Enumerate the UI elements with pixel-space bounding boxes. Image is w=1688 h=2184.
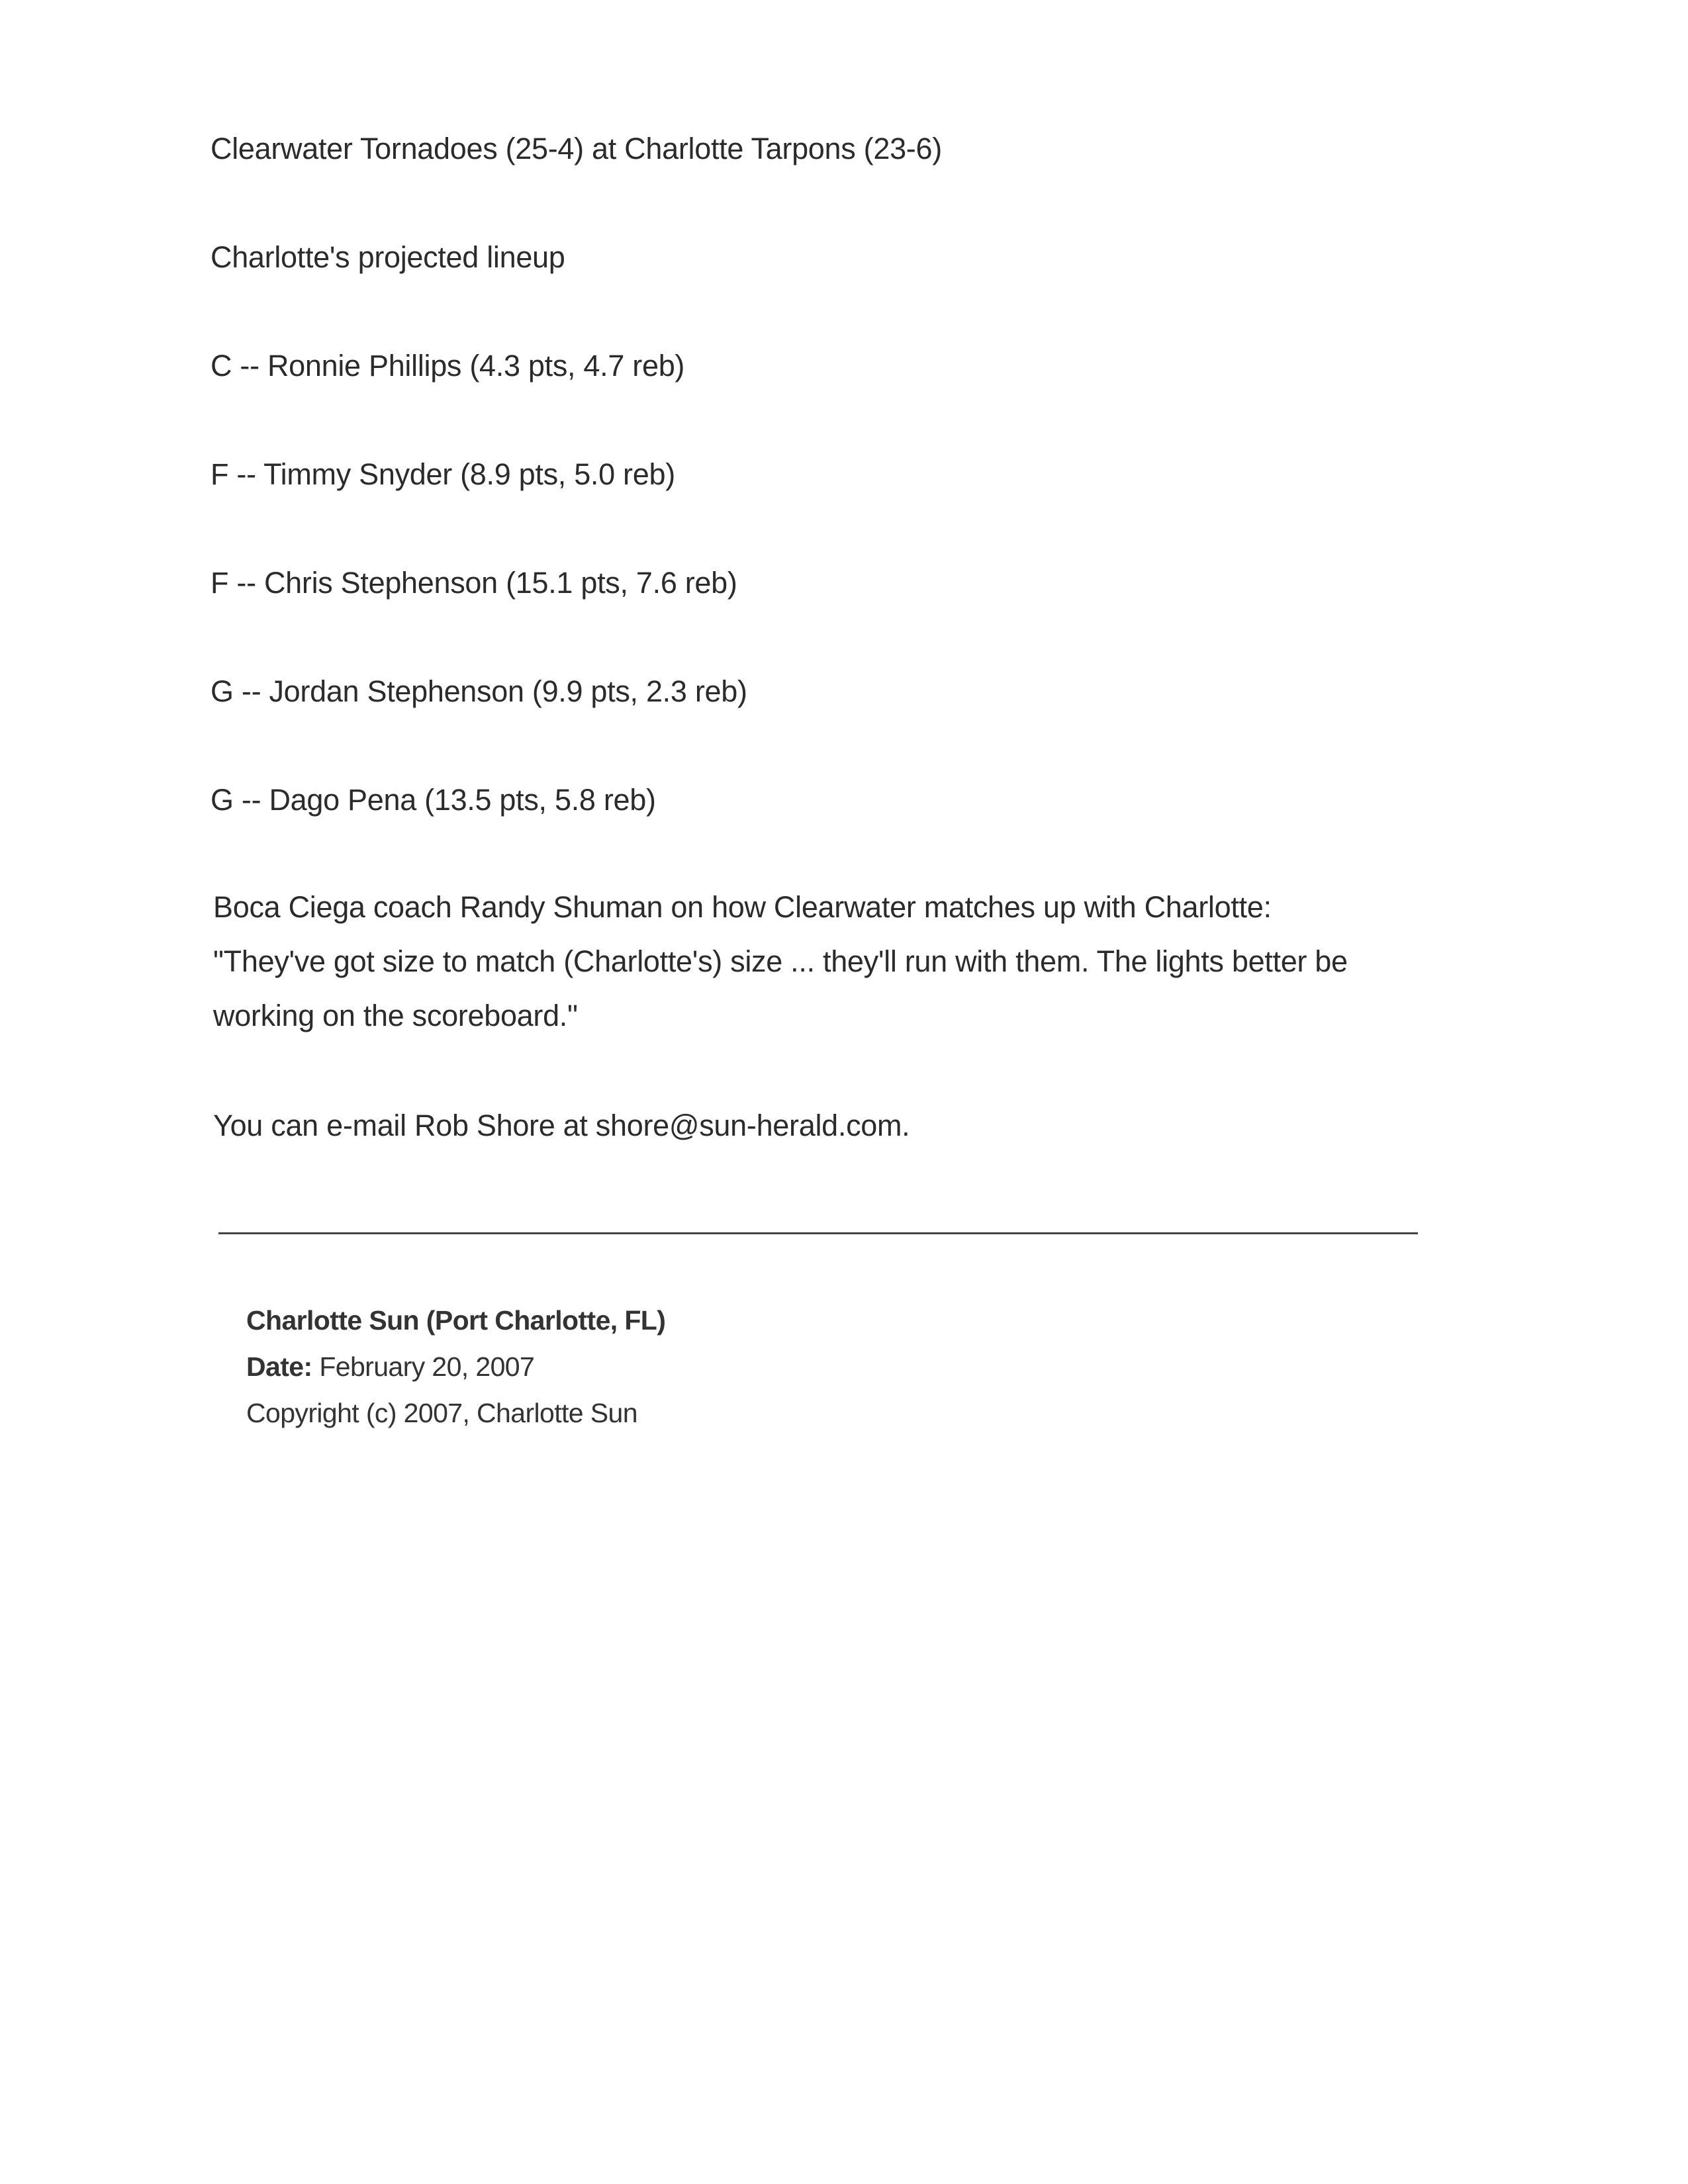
source-footer xyxy=(246,1297,665,1436)
date-label: Date: xyxy=(246,1351,312,1382)
coach-quote: Boca Ciega coach Randy Shuman on how Clearwater matches up with Charlotte: "They've got size to match (Charlotte's) size ... they'll run with them. The lights better be working on the scoreboard." xyxy=(213,890,1348,1032)
divider xyxy=(218,1232,1418,1234)
lineup-item: G -- Dago Pena (13.5 pts, 5.8 reb) xyxy=(211,783,656,817)
date-value: February 20, 2007 xyxy=(319,1351,535,1382)
lineup-item: F -- Timmy Snyder (8.9 pts, 5.0 reb) xyxy=(211,457,675,491)
matchup-heading: Clearwater Tornadoes (25-4) at Charlotte Tarpons (23-6) xyxy=(211,132,942,165)
source-name: Charlotte Sun (Port Charlotte, FL) xyxy=(246,1305,666,1336)
lineup-item: F -- Chris Stephenson (15.1 pts, 7.6 reb) xyxy=(211,566,737,600)
contact-line: You can e-mail Rob Shore at shore@sun-herald.com. xyxy=(213,1109,910,1142)
lineup-heading: Charlotte's projected lineup xyxy=(211,240,565,274)
lineup-item: C -- Ronnie Phillips (4.3 pts, 4.7 reb) xyxy=(211,349,685,383)
lineup-item: G -- Jordan Stephenson (9.9 pts, 2.3 reb) xyxy=(211,674,747,708)
copyright-line: Copyright (c) 2007, Charlotte Sun xyxy=(246,1398,637,1428)
